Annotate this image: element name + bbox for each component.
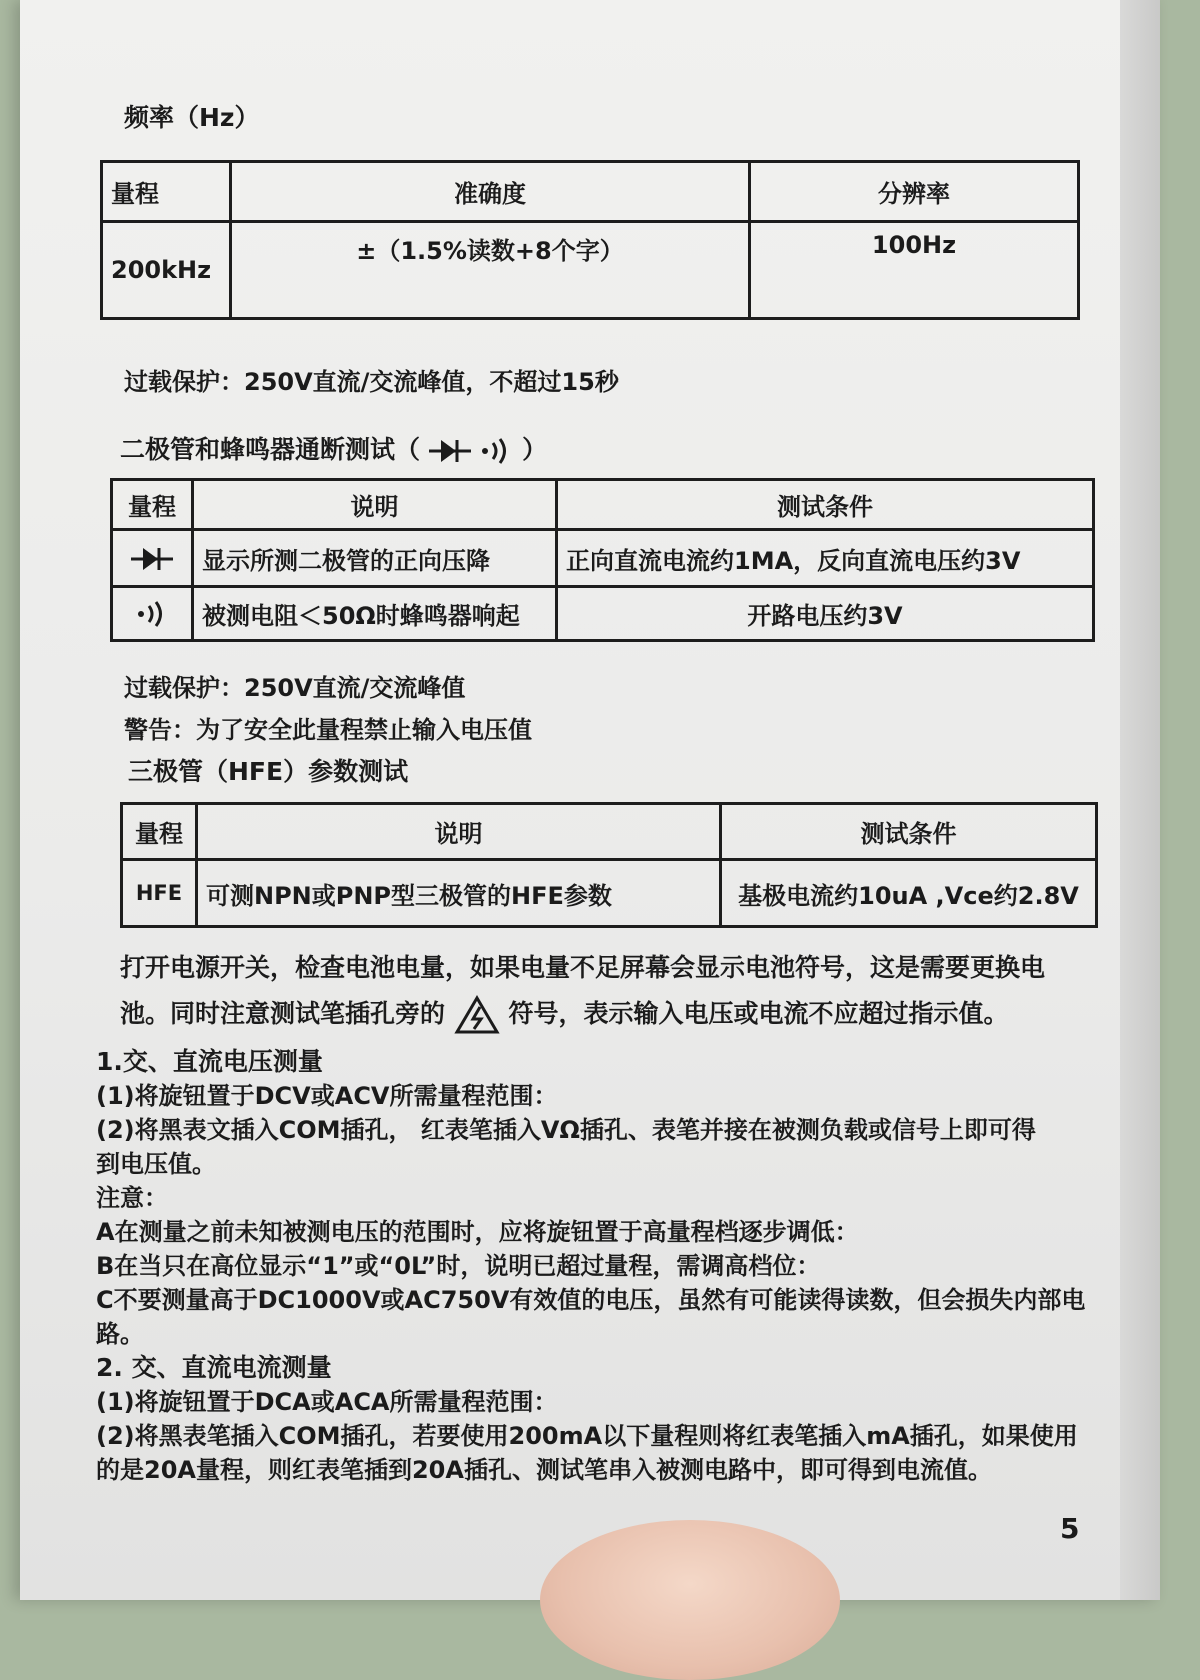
diode-title [120,430,547,466]
diode-title-text: 二极管和蜂鸣器通断测试（ [120,435,421,464]
diode-header-range: 量程 [112,480,193,530]
hfe-header-cond: 测试条件 [721,804,1097,860]
freq-cell-resolution: 100Hz [750,222,1079,319]
section-1-step-2b: 到电压值。 [96,1150,216,1178]
battery-line-2b: 符号，表示输入电压或电流不应超过指示值。 [508,999,1009,1028]
note-b: B在当只在高位显示“1”或“0L”时，说明已超过量程，需调高档位： [96,1252,821,1280]
hfe-header-desc: 说明 [197,804,721,860]
page-edge [1120,0,1160,1600]
diode-row-symbol [112,530,193,587]
freq-header-resolution: 分辨率 [750,162,1079,222]
note-c1: C不要测量高于DC1000V或AC750V有效值的电压，虽然有可能读得读数，但会损失内部电 [96,1286,1086,1314]
diode-protect: 过载保护：250V直流/交流峰值 [124,674,466,702]
hfe-cell-cond: 基极电流约10uA ,Vce约2.8V [721,860,1097,927]
hfe-header-range: 量程 [122,804,197,860]
section-2-step-2b: 的是20A量程，则红表笔插到20A插孔、测试笔串入被测电路中，即可得到电流值。 [96,1456,992,1484]
battery-line-2a: 池。同时注意测试笔插孔旁的 [120,999,446,1028]
diode-header-cond: 测试条件 [557,480,1094,530]
section-1-title: 1.交、直流电压测量 [96,1047,323,1076]
buzzer-row-cond: 开路电压约3V [557,587,1094,641]
diode-warning: 警告：为了安全此量程禁止输入电压值 [124,716,532,744]
warning-triangle-icon [454,995,500,1035]
freq-cell-accuracy: ±（1.5%读数+8个字） [231,222,750,319]
note-title: 注意： [96,1184,168,1212]
note-a: A在测量之前未知被测电压的范围时，应将旋钮置于高量程档逐步调低： [96,1218,859,1246]
buzzer-row-desc: 被测电阻＜50Ω时蜂鸣器响起 [193,587,557,641]
freq-header-range: 量程 [102,162,231,222]
diode-row-desc: 显示所测二极管的正向压降 [193,530,557,587]
battery-line-2 [120,994,1008,1035]
section-2-step-2a: (2)将黑表笔插入COM插孔，若要使用200mA以下量程则将红表笔插入mA插孔，如果使用 [96,1422,1078,1450]
diode-icon [429,437,471,465]
battery-line-1: 打开电源开关，检查电池电量，如果电量不足屏幕会显示电池符号，这是需要更换电 [120,953,1046,982]
freq-table [100,160,1080,320]
buzzer-row-symbol [112,587,193,641]
diode-table [110,478,1095,642]
section-2-step-1: (1)将旋钮置于DCA或ACA所需量程范围： [96,1388,558,1416]
hfe-table [120,802,1098,928]
manual-page [20,0,1160,1600]
hfe-title: 三极管（HFE）参数测试 [128,757,409,786]
note-c2: 路。 [96,1320,144,1348]
hfe-cell-desc: 可测NPN或PNP型三极管的HFE参数 [197,860,721,927]
freq-title: 频率（Hz） [124,103,260,132]
diode-icon [131,545,173,573]
diode-header-desc: 说明 [193,480,557,530]
page-number: 5 [1060,1512,1080,1545]
diode-row-cond: 正向直流电流约1MA，反向直流电压约3V [557,530,1094,587]
freq-protect: 过载保护：250V直流/交流峰值，不超过15秒 [124,368,619,396]
finger [540,1520,840,1680]
buzzer-icon [479,437,513,465]
freq-cell-range: 200kHz [102,222,231,319]
section-1-step-2a: (2)将黑表文插入COM插孔， 红表笔插入VΩ插孔、表笔并接在被测负载或信号上即可得 [96,1116,1036,1144]
section-1-step-1: (1)将旋钮置于DCV或ACV所需量程范围： [96,1082,558,1110]
freq-header-accuracy: 准确度 [231,162,750,222]
diode-title-end: ） [522,435,548,464]
hfe-cell-range: HFE [122,860,197,927]
buzzer-icon [135,600,169,628]
section-2-title: 2. 交、直流电流测量 [96,1353,332,1382]
